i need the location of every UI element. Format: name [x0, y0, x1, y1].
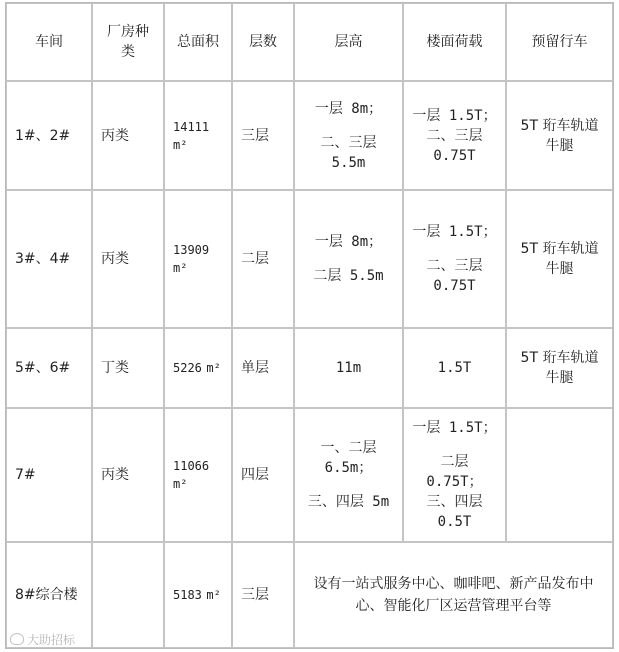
cell-workshop: 8#综合楼 [6, 542, 92, 648]
cell-factory-type [92, 542, 164, 648]
cell-crane: 5T 珩车轨道牛腿 [506, 328, 613, 408]
cell-factory-type: 丙类 [92, 190, 164, 328]
height-line: 一、二层 [320, 440, 377, 456]
cell-floors: 四层 [232, 408, 294, 542]
cell-factory-type: 丙类 [92, 408, 164, 542]
table-row [6, 81, 613, 190]
header-workshop: 车间 [6, 3, 92, 81]
load-line: 0.5T [437, 514, 472, 530]
load-line: 二、三层 [426, 258, 483, 274]
cell-description: 设有一站式服务中心、咖啡吧、新产品发布中心、智能化厂区运营管理平台等 [294, 542, 613, 648]
height-line: 三、四层 5m [307, 494, 390, 510]
load-line: 一层 1.5T； [412, 224, 497, 240]
area-value: 5183 [173, 588, 202, 602]
table-row [6, 408, 613, 542]
weibo-logo-icon [10, 633, 24, 645]
cell-floor-load [403, 81, 506, 190]
area-value: 14111 [173, 119, 210, 134]
table-header-row [6, 3, 613, 81]
cell-factory-type: 丙类 [92, 81, 164, 190]
height-line: 二、三层 [320, 134, 377, 151]
cell-floor-load [403, 190, 506, 328]
load-line: 二、三层 [426, 127, 483, 144]
area-unit: m² [206, 588, 221, 602]
cell-area [164, 408, 232, 542]
table-row [6, 190, 613, 328]
height-line: 5.5m [331, 154, 366, 171]
watermark-text: 大助招标 [27, 633, 76, 647]
area-value: 11066 [173, 459, 210, 473]
cell-floor-height [294, 190, 403, 328]
cell-crane: 5T 珩车轨道牛腿 [506, 190, 613, 328]
load-line: 一层 1.5T； [412, 420, 497, 436]
cell-workshop: 1#、2# [6, 81, 92, 190]
load-line: 二层 0.75T； [426, 454, 483, 490]
area-unit: m² [173, 261, 188, 275]
cell-floors: 三层 [232, 542, 294, 648]
header-crane: 预留行车 [506, 3, 613, 81]
cell-floors: 二层 [232, 190, 294, 328]
height-line: 6.5m； [324, 460, 373, 476]
cell-area [164, 328, 232, 408]
load-line: 三、四层 [426, 494, 483, 510]
height-line: 一层 8m； [314, 100, 383, 117]
cell-floors: 三层 [232, 81, 294, 190]
cell-area [164, 542, 232, 648]
cell-workshop: 5#、6# [6, 328, 92, 408]
height-line: 二层 5.5m [313, 268, 384, 284]
header-total-area: 总面积 [164, 3, 232, 81]
area-value: 5226 [173, 361, 202, 375]
cell-floor-height [294, 81, 403, 190]
cell-workshop: 3#、4# [6, 190, 92, 328]
area-unit: m² [173, 477, 188, 491]
table-row [6, 542, 613, 648]
cell-floor-load: 1.5T [403, 328, 506, 408]
cell-floors: 单层 [232, 328, 294, 408]
watermark [10, 631, 75, 648]
cell-area [164, 81, 232, 190]
cell-floor-height: 11m [294, 328, 403, 408]
cell-crane [506, 408, 613, 542]
table-row [6, 328, 613, 408]
cell-floor-height [294, 408, 403, 542]
header-floor-load: 楼面荷载 [403, 3, 506, 81]
cell-area [164, 190, 232, 328]
header-floors: 层数 [232, 3, 294, 81]
cell-factory-type: 丁类 [92, 328, 164, 408]
load-line: 0.75T [433, 147, 476, 164]
area-unit: m² [206, 361, 221, 375]
height-line: 一层 8m； [314, 234, 383, 250]
cell-workshop: 7# [6, 408, 92, 542]
header-factory-type: 厂房种类 [92, 3, 164, 81]
cell-crane: 5T 珩车轨道牛腿 [506, 81, 613, 190]
load-line: 0.75T [433, 278, 476, 294]
factory-spec-table [5, 2, 614, 649]
load-line: 一层 1.5T； [412, 107, 497, 124]
header-floor-height: 层高 [294, 3, 403, 81]
area-unit: m² [173, 137, 188, 152]
area-value: 13909 [173, 243, 210, 257]
cell-floor-load [403, 408, 506, 542]
